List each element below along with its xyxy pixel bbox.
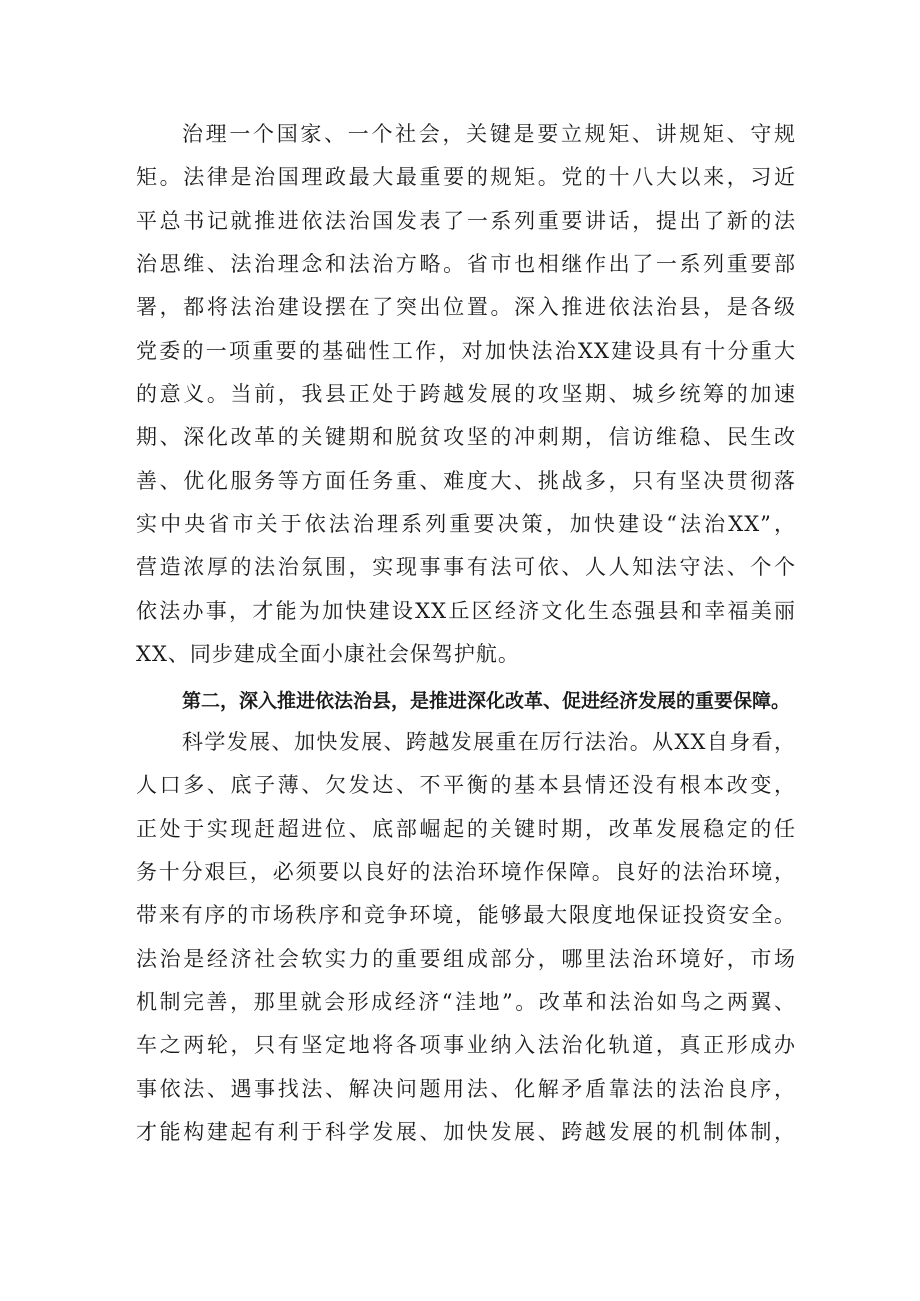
- paragraph-line: 治思维、法治理念和法治方略。省市也相继作出了一系列重要部: [136, 252, 796, 276]
- paragraph-line: 事依法、遇事找法、解决问题用法、化解矛盾靠法的法治良序，: [136, 1077, 796, 1101]
- paragraph-line: 车之两轮，只有坚定地将各项事业纳入法治化轨道，真正形成办: [136, 1033, 796, 1057]
- paragraph-line: 才能构建起有利于科学发展、加快发展、跨越发展的机制体制，: [136, 1120, 796, 1144]
- paragraph-line: 营造浓厚的法治氛围，实现事事有法可依、人人知法守法、个个: [136, 555, 796, 579]
- paragraph-line: 党委的一项重要的基础性工作，对加快法治XX建设具有十分重大: [136, 339, 796, 363]
- paragraph-line: 期、深化改革的关键期和脱贫攻坚的冲刺期，信访维稳、民生改: [136, 425, 796, 449]
- paragraph-line: 法治是经济社会软实力的重要组成部分，哪里法治环境好，市场: [136, 947, 796, 971]
- paragraph-line: 矩。法律是治国理政最大最重要的规矩。党的十八大以来，习近: [136, 165, 796, 189]
- paragraph-line: 的意义。当前，我县正处于跨越发展的攻坚期、城乡统筹的加速: [136, 382, 796, 406]
- paragraph-line: 务十分艰巨，必须要以良好的法治环境作保障。良好的法治环境，: [136, 860, 796, 884]
- paragraph-line: 平总书记就推进依法治国发表了一系列重要讲话，提出了新的法: [136, 209, 796, 233]
- paragraph-line: 人口多、底子薄、欠发达、不平衡的基本县情还没有根本改变，: [136, 773, 796, 797]
- section-heading: 第二，深入推进依法治县，是推进深化改革、促进经济发展的重要保障。: [182, 690, 791, 712]
- paragraph-line: XX、同步建成全面小康社会保驾护航。: [136, 642, 520, 666]
- paragraph-line: 机制完善，那里就会形成经济“洼地”。改革和法治如鸟之两翼、: [136, 990, 796, 1014]
- paragraph-line: 治理一个国家、一个社会，关键是要立规矩、讲规矩、守规: [182, 122, 796, 146]
- paragraph-line: 实中央省市关于依法治理系列重要决策，加快建设“法治XX”，: [136, 512, 796, 536]
- paragraph-line: 依法办事，才能为加快建设XX丘区经济文化生态强县和幸福美丽: [136, 599, 796, 623]
- paragraph-line: 带来有序的市场秩序和竞争环境，能够最大限度地保证投资安全。: [136, 903, 796, 927]
- paragraph-line: 科学发展、加快发展、跨越发展重在厉行法治。从XX自身看，: [182, 730, 796, 754]
- paragraph-line: 署，都将法治建设摆在了突出位置。深入推进依法治县，是各级: [136, 295, 796, 319]
- paragraph-line: 善、优化服务等方面任务重、难度大、挑战多，只有坚决贯彻落: [136, 469, 796, 493]
- paragraph-line: 正处于实现赶超进位、底部崛起的关键时期，改革发展稳定的任: [136, 817, 796, 841]
